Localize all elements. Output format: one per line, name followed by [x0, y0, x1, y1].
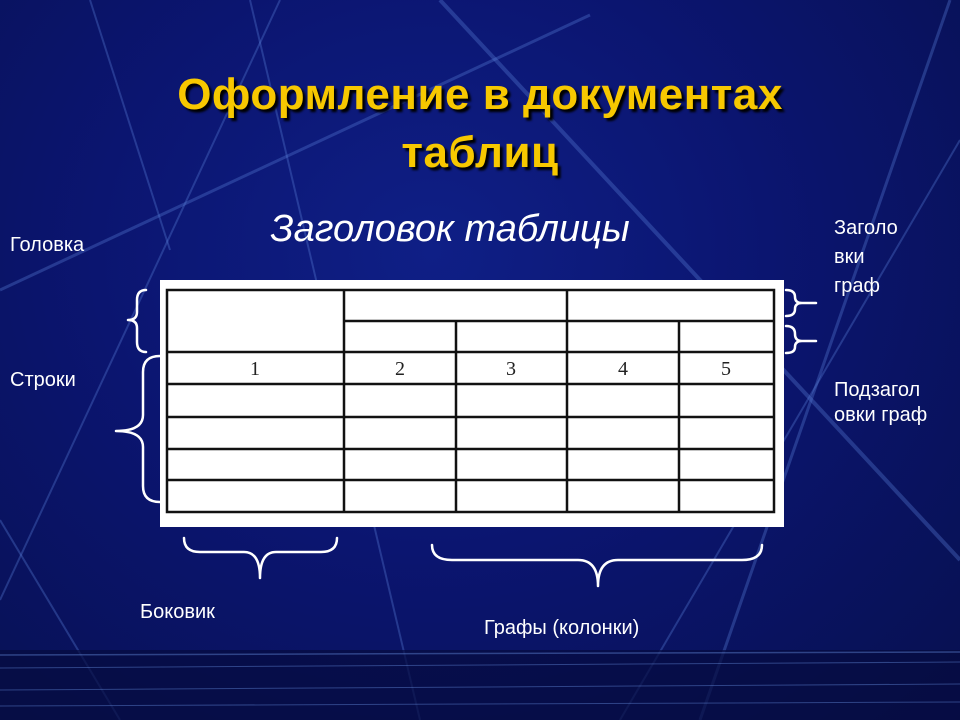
label-golovka: Головка — [10, 234, 85, 256]
title-line-2: таблиц — [401, 128, 559, 177]
title-line-1: Оформление в документах — [177, 70, 783, 119]
brace-stroki — [116, 356, 160, 502]
label-podzagolovki-line-2: овки граф — [834, 404, 928, 426]
column-number-4: 4 — [618, 358, 628, 380]
column-number-2: 2 — [395, 358, 405, 380]
label-zagolovki-line-2: вки — [834, 246, 865, 268]
label-zagolovki-line-3: граф — [834, 275, 880, 297]
column-number-3: 3 — [506, 358, 516, 380]
label-bokovik: Боковик — [140, 601, 215, 623]
column-number-5: 5 — [721, 358, 731, 380]
brace-bokovik — [184, 538, 337, 578]
column-number-1: 1 — [250, 358, 260, 380]
table-title-caption: Заголовок таблицы — [270, 208, 630, 250]
label-zagolovki-line-1: Заголо — [834, 217, 898, 239]
label-podzagolovki-line-1: Подзагол — [834, 379, 921, 401]
brace-zagolovki — [786, 290, 816, 316]
brace-golovka — [128, 290, 146, 352]
label-grafy: Графы (колонки) — [484, 617, 640, 639]
brace-podzagolovki — [786, 326, 816, 353]
label-stroki: Строки — [10, 369, 76, 391]
brace-grafy — [432, 545, 762, 586]
